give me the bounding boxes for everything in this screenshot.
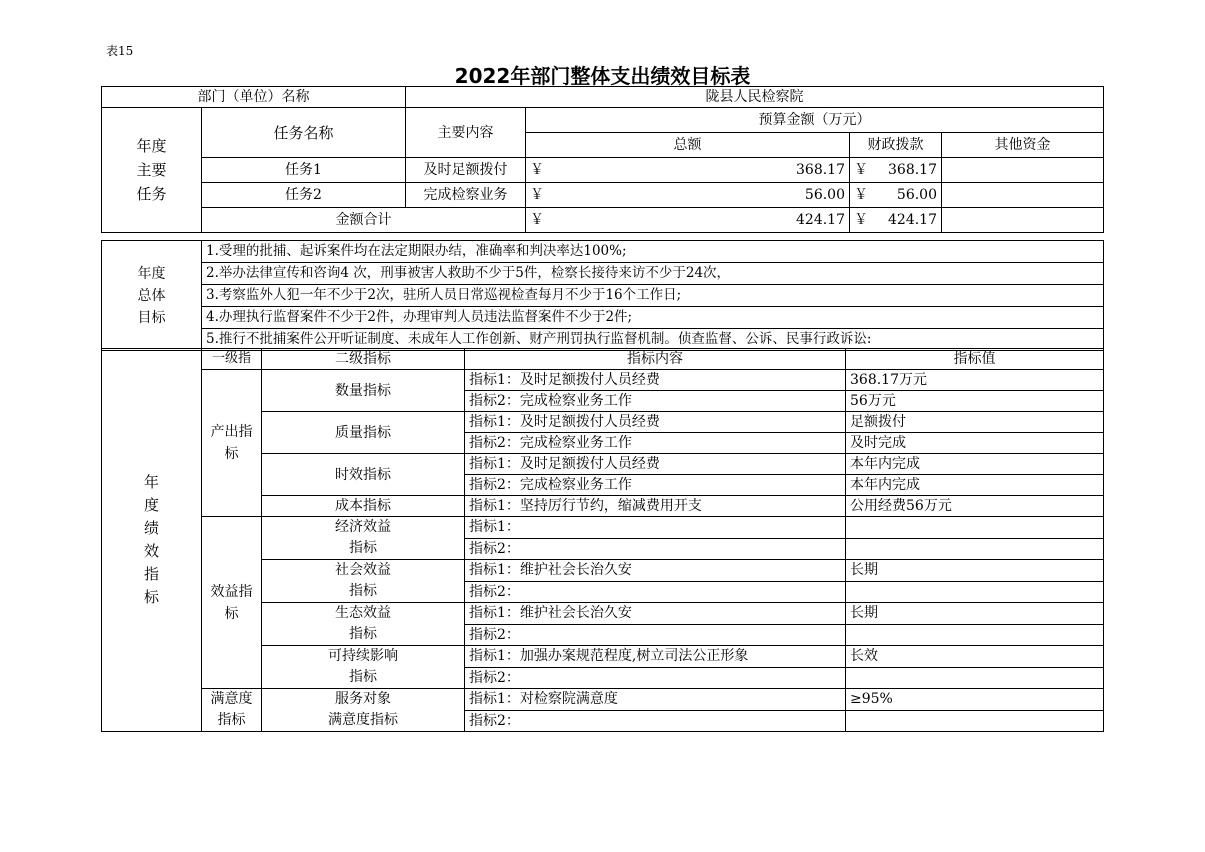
cost-indicator: 成本指标 [262,496,465,517]
col-task-name: 任务名称 [202,108,406,158]
indicator-content: 指标2：完成检察业务工作 [465,475,846,496]
task-fiscal: ￥ 368.17 [850,158,942,183]
indicator-content: 指标1：对检察院满意度 [465,689,846,711]
col-other: 其他资金 [942,133,1104,158]
dept-name: 陇县人民检察院 [406,87,1104,108]
quantity-indicator: 数量指标 [262,370,465,412]
indicator-content: 指标2：完成检察业务工作 [465,391,846,412]
quality-indicator: 质量指标 [262,412,465,454]
indicator-value: 本年内完成 [846,475,1104,496]
indicator-value [846,667,1104,689]
indicator-content: 指标1：维护社会长治久安 [465,560,846,582]
sum-total: ￥ 424.17 [526,208,850,233]
tasks-section-label: 年度 主要 任务 [102,108,202,233]
indicator-content: 指标1：及时足额拨付人员经费 [465,412,846,433]
indicator-value: ≥95% [846,689,1104,711]
table-label: 表15 [106,44,134,58]
task-fiscal: ￥ 56.00 [850,183,942,208]
col-fiscal: 财政拨款 [850,133,942,158]
task-other [942,183,1104,208]
indicator-content: 指标1：坚持厉行节约，缩减费用开支 [465,496,846,517]
indicator-content: 指标1：加强办案规范程度,树立司法公正形象 [465,646,846,668]
indicator-content: 指标1：及时足额拨付人员经费 [465,454,846,475]
indicator-content: 指标2： [465,581,846,603]
col-content: 指标内容 [465,349,846,370]
indicators-table [101,348,1104,732]
indicator-value: 公用经费56万元 [846,496,1104,517]
dept-label: 部门（单位）名称 [102,87,406,108]
indicator-value: 56万元 [846,391,1104,412]
goals-table [101,240,1104,351]
indicator-content: 指标2：完成检察业务工作 [465,433,846,454]
output-indicator-label: 产出指 标 [202,370,262,517]
indicator-value: 长期 [846,603,1104,625]
task-other [942,158,1104,183]
social-benefit-indicator: 社会效益 指标 [262,560,465,603]
indicator-content: 指标1： [465,517,846,539]
indicator-value: 本年内完成 [846,454,1104,475]
sum-fiscal: ￥ 424.17 [850,208,942,233]
satisfaction-indicator-label: 满意度 指标 [202,689,262,732]
task-total: ￥ 368.17 [526,158,850,183]
indicator-content: 指标2： [465,667,846,689]
sum-other [942,208,1104,233]
benefit-indicator-label: 效益指 标 [202,517,262,689]
indicator-content: 指标1：及时足额拨付人员经费 [465,370,846,391]
indicator-content: 指标1：维护社会长治久安 [465,603,846,625]
col-value: 指标值 [846,349,1104,370]
sustainable-impact-indicator: 可持续影响 指标 [262,646,465,689]
goals-section-label: 年度 总体 目标 [102,241,202,351]
task-content: 及时足额拨付 [406,158,526,183]
indicator-value: 足额拨付 [846,412,1104,433]
indicator-value [846,517,1104,539]
indicator-value: 长效 [846,646,1104,668]
task-content: 完成检察业务 [406,183,526,208]
timeliness-indicator: 时效指标 [262,454,465,496]
indicator-content: 指标2： [465,538,846,560]
goal-item: 3.考察监外人犯一年不少于2次，驻所人员日常巡视检查每月不少于16个工作日; [202,285,1104,307]
indicator-content: 指标2： [465,624,846,646]
economic-benefit-indicator: 经济效益 指标 [262,517,465,560]
indicator-value [846,581,1104,603]
col-main-content: 主要内容 [406,108,526,158]
indicators-section-label: 年 度 绩 效 指 标 [102,349,202,732]
col-level2: 二级指标 [262,349,465,370]
sum-label: 金额合计 [202,208,526,233]
goal-item: 4.办理执行监督案件不少于2件，办理审判人员违法监督案件不少于2件; [202,307,1104,329]
indicator-value: 及时完成 [846,433,1104,454]
indicator-value [846,624,1104,646]
col-level1: 一级指 [202,349,262,370]
indicator-content: 指标2： [465,710,846,732]
indicator-value: 368.17万元 [846,370,1104,391]
task-name: 任务1 [202,158,406,183]
document-title: 2022年部门整体支出绩效目标表 [454,64,751,88]
col-total: 总额 [526,133,850,158]
goal-item: 2.举办法律宣传和咨询4 次，刑事被害人救助不少于5件，检察长接待来访不少于24次， [202,263,1104,285]
col-budget: 预算金额（万元） [526,108,1104,133]
task-total: ￥ 56.00 [526,183,850,208]
goal-item: 1.受理的批捕、起诉案件均在法定期限办结，准确率和判决率达100%; [202,241,1104,263]
tasks-table [101,86,1104,233]
ecological-benefit-indicator: 生态效益 指标 [262,603,465,646]
indicator-value [846,538,1104,560]
indicator-value [846,710,1104,732]
service-object-indicator: 服务对象 满意度指标 [262,689,465,732]
indicator-value: 长期 [846,560,1104,582]
task-name: 任务2 [202,183,406,208]
goal-item: 5.推行不批捕案件公开听证制度、未成年人工作创新、财产刑罚执行监督机制。侦查监督、公诉、民事行政诉讼: [202,329,1104,351]
